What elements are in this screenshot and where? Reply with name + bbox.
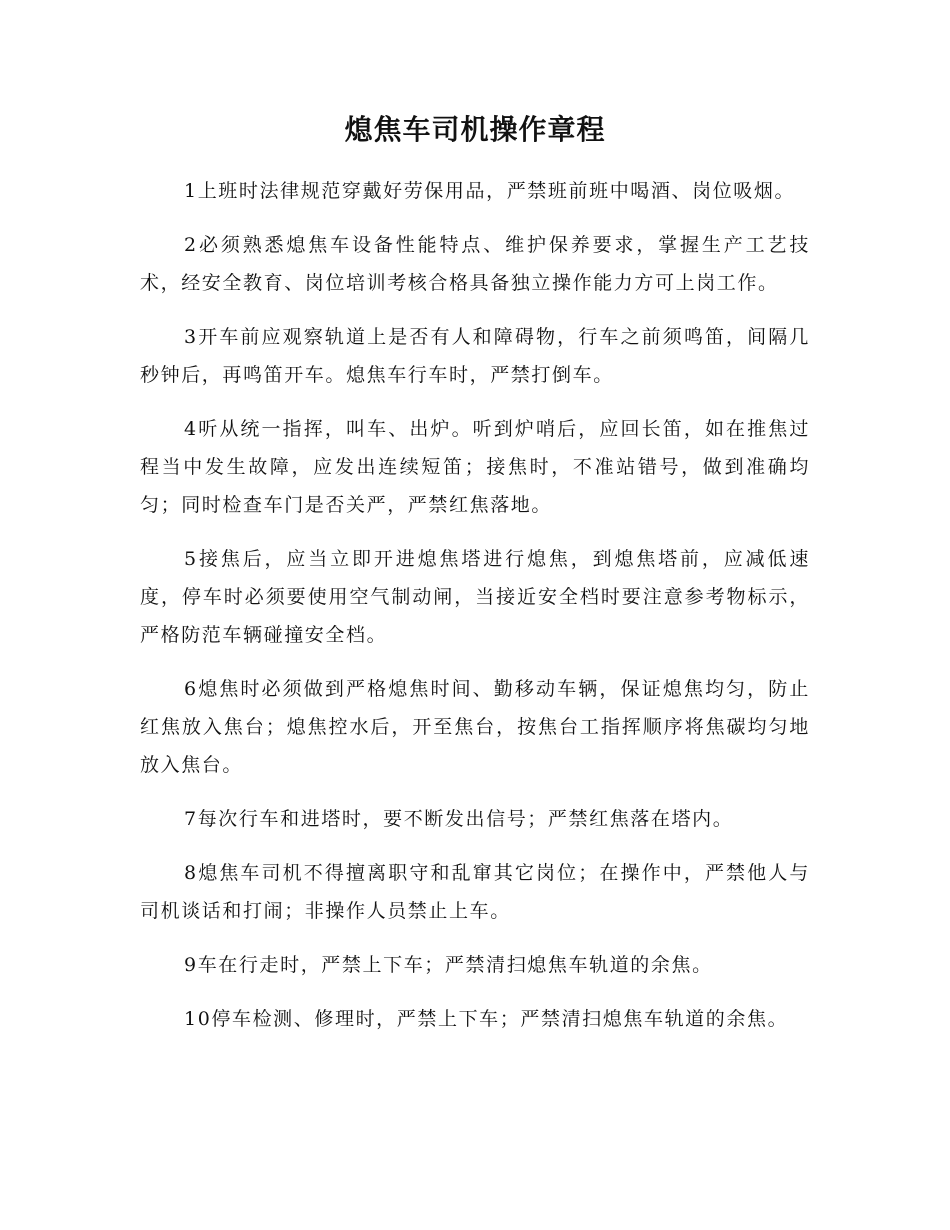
clause-7: 7每次行车和进塔时，要不断发出信号；严禁红焦落在塔内。 xyxy=(184,808,734,830)
clause-5: 5接焦后，应当立即开进熄焦塔进行熄焦，到熄焦塔前，应减低速度，停车时必须要使用空气制动闸，当接近安全档时要注意参考物标示，严格防范车辆碰撞安全档。 xyxy=(140,548,810,646)
clause-9: 9车在行走时，严禁上下车；严禁清扫熄焦车轨道的余焦。 xyxy=(184,954,713,976)
clause-10: 10停车检测、修理时，严禁上下车；严禁清扫熄焦车轨道的余焦。 xyxy=(184,1008,789,1030)
document-title: 熄焦车司机操作章程 xyxy=(344,113,606,146)
document-page xyxy=(140,108,810,1054)
clause-2: 2必须熟悉熄焦车设备性能特点、维护保养要求，掌握生产工艺技术，经安全教育、岗位培训考核合格具备独立操作能力方可上岗工作。 xyxy=(140,234,810,294)
clause-4: 4听从统一指挥，叫车、出炉。听到炉哨后，应回长笛，如在推焦过程当中发生故障，应发出连续短笛；接焦时，不准站错号，做到准确均匀；同时检查车门是否关严，严禁红焦落地。 xyxy=(140,418,810,516)
clause-3: 3开车前应观察轨道上是否有人和障碍物，行车之前须鸣笛，间隔几秒钟后，再鸣笛开车。熄焦车行车时，严禁打倒车。 xyxy=(140,326,810,386)
clause-6: 6熄焦时必须做到严格熄焦时间、勤移动车辆，保证熄焦均匀，防止红焦放入焦台；熄焦控水后，开至焦台，按焦台工指挥顺序将焦碳均匀地放入焦台。 xyxy=(140,678,810,776)
clause-8: 8熄焦车司机不得擅离职守和乱窜其它岗位；在操作中，严禁他人与司机谈话和打闹；非操作人员禁止上车。 xyxy=(140,862,810,922)
clause-1: 1上班时法律规范穿戴好劳保用品，严禁班前班中喝酒、岗位吸烟。 xyxy=(184,180,796,202)
